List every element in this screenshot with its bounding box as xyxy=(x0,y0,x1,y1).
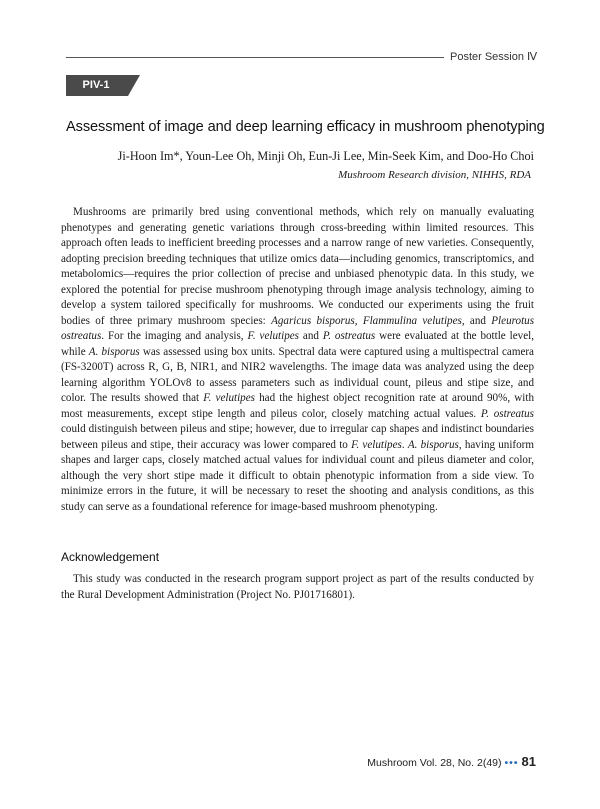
abstract-span: were evaluated at the bottle level, while xyxy=(61,330,534,358)
species-name: Flammulina velutipes xyxy=(362,314,462,327)
session-label: Poster Session Ⅳ xyxy=(450,51,538,63)
abstract-span: requires the prior collection of precise and unbiased phenotypic data. In this study, we explored the potential for precise mushroom phenotyping through image analysis technology, aiming to develop a system tailored specifically for mushrooms. We conducted our experiments using the fruit bodies of three primary mushroom species: xyxy=(61,268,534,327)
abstract-span: could distinguish between pileus and stipe; however, due to irregular cap shapes and indistinct boundaries between pileus and stipe, their accuracy was lower compared to xyxy=(61,423,534,451)
abstract-span: . For the imaging and analysis, xyxy=(101,330,248,342)
acknowledgement-heading: Acknowledgement xyxy=(61,550,160,564)
abstract-span: including genomics, transcriptomics, and metabolomics xyxy=(61,252,534,280)
session-badge xyxy=(66,75,140,96)
acknowledgement-text: This study was conducted in the research program support project as part of the results conducted by the Rural Development Administration (Project No. PJ01716801). xyxy=(61,573,534,601)
header-rule xyxy=(66,57,444,58)
em-dash: — xyxy=(123,268,135,280)
abstract-span: was assessed using box units. Spectral data were captured using a multispectral camera (FS-3200T) across R, G, B, NIR1, and NIR2 wavelengths. The image data was analyzed using the deep learning algorithm YOLOv8 to assess parameters such as individual count, pileus and stipe size, and color. The results showed that xyxy=(61,345,534,404)
species-name: Pleurotus ostreatus xyxy=(61,314,535,342)
species-name: F. velutipes xyxy=(247,330,299,342)
footer-dots: ••• xyxy=(504,757,519,769)
abstract-span: . xyxy=(401,438,408,451)
species-name: A. bisporus xyxy=(88,345,140,358)
em-dash: — xyxy=(338,252,350,265)
species-name: P. ostreatus xyxy=(480,407,534,420)
author-list: Ji-Hoon Im*, Youn-Lee Oh, Minji Oh, Eun-Ji Lee, Min-Seek Kim, and Doo-Ho Choi xyxy=(117,149,534,163)
species-name: F. velutipes xyxy=(203,392,255,404)
abstract-span: had the highest object recognition rate at around 90%, with most measurements, except stipe length and pileus color, closely matching actual values. xyxy=(61,392,534,420)
journal-citation: Mushroom Vol. 28, No. 2(49) xyxy=(367,757,502,769)
page-number: 81 xyxy=(521,754,536,769)
abstract-span: and xyxy=(298,330,323,342)
page-footer xyxy=(300,754,536,769)
species-name: Agaricus bisporus xyxy=(271,314,355,327)
species-name: F. velutipes xyxy=(351,438,402,451)
species-name: A. bisporus xyxy=(407,438,459,451)
abstract-span: , having uniform shapes and larger caps, closely matched actual values for individual count and pileus diameter and color, although the very short stipe made it difficult to obtain phenotypic information from a side view. To minimize errors in the future, it will be necessary to reset the shooting and analysis conditions, as this study can serve as a foundational reference for image-based mushroom phenotyping. xyxy=(61,438,534,513)
paper-title: Assessment of image and deep learning efficacy in mushroom phenotyping xyxy=(66,119,545,135)
badge-label: PIV-1 xyxy=(82,79,110,91)
abstract-span: Mushrooms are primarily bred using conventional methods, which rely on manually evaluating phenotypes and generating genetic variations through cross-breeding within limited resources. This approach often leads to inefficient breeding processes and a narrow range of new varieties. Consequently, adopting precision breeding techniques that utilize omics data xyxy=(61,206,534,265)
species-name: P. ostreatus xyxy=(322,330,376,342)
abstract-span: , and xyxy=(461,314,492,327)
affiliation: Mushroom Research division, NIHHS, RDA xyxy=(338,169,531,181)
abstract-text xyxy=(61,205,534,515)
abstract-span: , xyxy=(354,314,363,327)
